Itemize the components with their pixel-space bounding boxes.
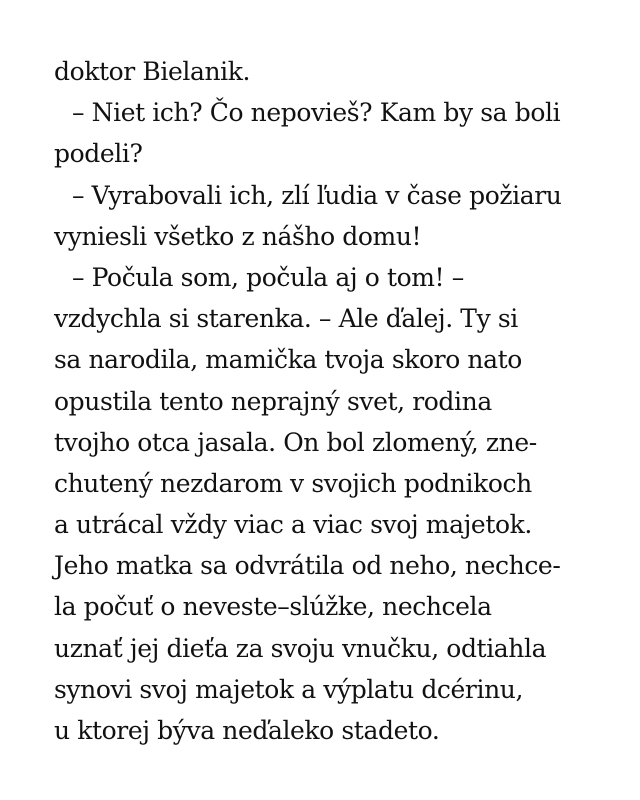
text-line: podeli?: [54, 139, 143, 169]
text-line: opustila tento neprajný svet, rodina: [54, 386, 492, 416]
text-line: synovi svoj majetok a výplatu dcérinu,: [54, 674, 524, 704]
page-text: [54, 51, 614, 751]
text-line: uznať jej dieťa za svoju vnučku, odtiahla: [54, 633, 547, 663]
text-line: u ktorej býva neďaleko stadeto.: [54, 716, 440, 745]
text-line: vyniesli všetko z nášho domu!: [54, 221, 422, 251]
text-line: – Počula som, počula aj o tom! –: [72, 262, 464, 292]
text-line: la počuť o neveste–slúžke, nechcela: [54, 592, 492, 622]
text-line: chutený nezdarom v svojich podnikoch: [54, 468, 532, 498]
text-line: – Niet ich? Čo nepovieš? Kam by sa boli: [72, 98, 561, 128]
text-line: – Vyrabovali ich, zlí ľudia v čase požiaru: [72, 180, 562, 210]
text-line: Jeho matka sa odvrátila od neho, nechce-: [54, 551, 561, 581]
text-line: sa narodila, mamička tvoja skoro nato: [54, 345, 522, 375]
text-line: vzdychla si starenka. – Ale ďalej. Ty si: [54, 304, 518, 334]
text-line: tvojho otca jasala. On bol zlomený, zne-: [54, 427, 537, 457]
text-line: a utrácal vždy viac a viac svoj majetok.: [54, 510, 532, 540]
text-line: doktor Bielanik.: [54, 57, 251, 86]
